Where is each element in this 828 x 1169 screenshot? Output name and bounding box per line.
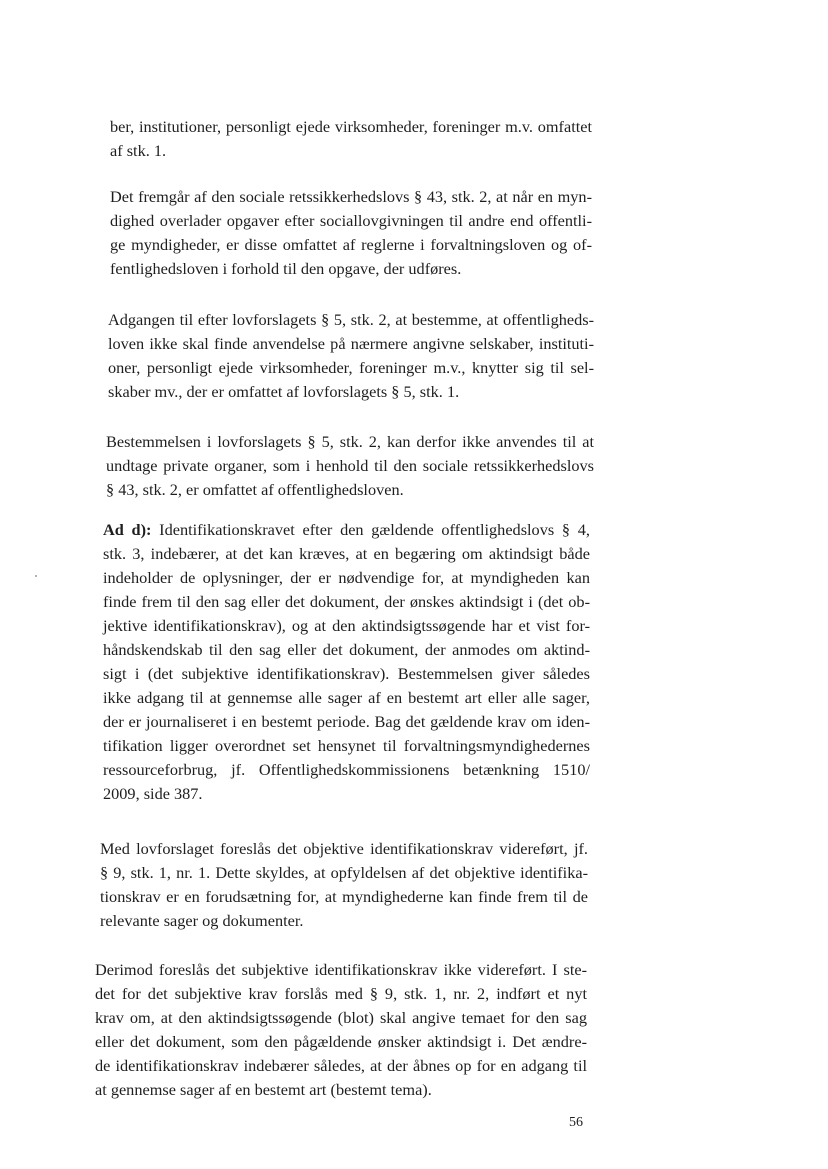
text-line: ber, institutioner, personligt ejede virksomheder, foreninger m.v. omfattet [110, 117, 592, 136]
text-line: loven ikke skal finde anvendelse på nærmere angivne selskaber, instituti- [108, 334, 594, 353]
text-run: Identifikationskravet efter den gældende offentlighedslovs § 4, [151, 520, 590, 539]
text-line: det for det subjektive krav forslås med § 9, stk. 1, nr. 2, indført et nyt [95, 984, 587, 1003]
paragraph-ad-d [103, 518, 590, 806]
paragraph-6 [100, 837, 588, 933]
text-line: § 43, stk. 2, er omfattet af offentlighedsloven. [106, 480, 404, 499]
text-line: at gennemse sager af en bestemt art (bestemt tema). [95, 1080, 432, 1099]
text-line: Adgangen til efter lovforslagets § 5, stk. 2, at bestemme, at offentligheds- [108, 310, 594, 329]
text-line: ressourceforbrug, jf. Offentlighedskommissionens betænkning 1510/ [103, 760, 590, 779]
page-number: 56 [569, 1115, 583, 1130]
text-line: § 9, stk. 1, nr. 1. Dette skyldes, at opfyldelsen af det objektive identifika- [100, 863, 588, 882]
text-line: undtage private organer, som i henhold til den sociale retssikkerhedslovs [106, 456, 594, 475]
paragraph-7 [95, 958, 587, 1102]
text-line: krav om, at den aktindsigtssøgende (blot) skal angive temaet for den sag [95, 1008, 587, 1027]
text-line [103, 518, 590, 542]
text-line: oner, personligt ejede virksomheder, foreninger m.v., knytter sig til sel- [108, 358, 594, 377]
paragraph-4 [106, 430, 594, 502]
paragraph-3 [108, 308, 594, 404]
paragraph-1 [110, 115, 592, 163]
text-line: stk. 3, indebærer, at det kan kræves, at en begæring om aktindsigt både [103, 544, 590, 563]
text-line: Bestemmelsen i lovforslagets § 5, stk. 2, kan derfor ikke anvendes til at [106, 432, 594, 451]
text-line: fentlighedsloven i forhold til den opgave, der udføres. [110, 259, 462, 278]
text-line: ge myndigheder, er disse omfattet af reglerne i forvaltningsloven og of- [110, 235, 592, 254]
text-line: af stk. 1. [110, 141, 167, 160]
section-lead: Ad d): [103, 520, 152, 539]
text-line: indeholder de oplysninger, der er nødvendige for, at myndigheden kan [103, 568, 590, 587]
text-line: Med lovforslaget foreslås det objektive identifikationskrav videreført, jf. [100, 839, 588, 858]
text-line: håndskendskab til den sag eller det dokument, der anmodes om aktind- [103, 640, 590, 659]
text-line: relevante sager og dokumenter. [100, 911, 304, 930]
text-line: jektive identifikationskrav), og at den aktindsigtssøgende har et vist for- [103, 616, 590, 635]
text-line: eller det dokument, som den pågældende ønsker aktindsigt i. Det ændre- [95, 1032, 587, 1051]
text-line: skaber mv., der er omfattet af lovforslagets § 5, stk. 1. [108, 382, 460, 401]
text-line: finde frem til den sag eller det dokument, der ønskes aktindsigt i (det ob- [103, 592, 590, 611]
scan-speck [35, 575, 37, 577]
text-line: 2009, side 387. [103, 784, 203, 803]
text-line: dighed overlader opgaver efter sociallovgivningen til andre end offentli- [110, 211, 592, 230]
text-line: Derimod foreslås det subjektive identifikationskrav ikke videreført. I ste- [95, 960, 587, 979]
text-line: tifikation ligger overordnet set hensynet til forvaltningsmyndighedernes [103, 736, 590, 755]
text-line: sigt i (det subjektive identifikationskrav). Bestemmelsen giver således [103, 664, 590, 683]
text-line: tionskrav er en forudsætning for, at myndighederne kan finde frem til de [100, 887, 588, 906]
text-line: ikke adgang til at gennemse alle sager af en bestemt art eller alle sager, [103, 688, 590, 707]
paragraph-2 [110, 185, 592, 281]
text-line: de identifikationskrav indebærer således, at der åbnes op for en adgang til [95, 1056, 587, 1075]
text-line: Det fremgår af den sociale retssikkerhedslovs § 43, stk. 2, at når en myn- [110, 187, 592, 206]
text-line: der er journaliseret i en bestemt periode. Bag det gældende krav om iden- [103, 712, 590, 731]
